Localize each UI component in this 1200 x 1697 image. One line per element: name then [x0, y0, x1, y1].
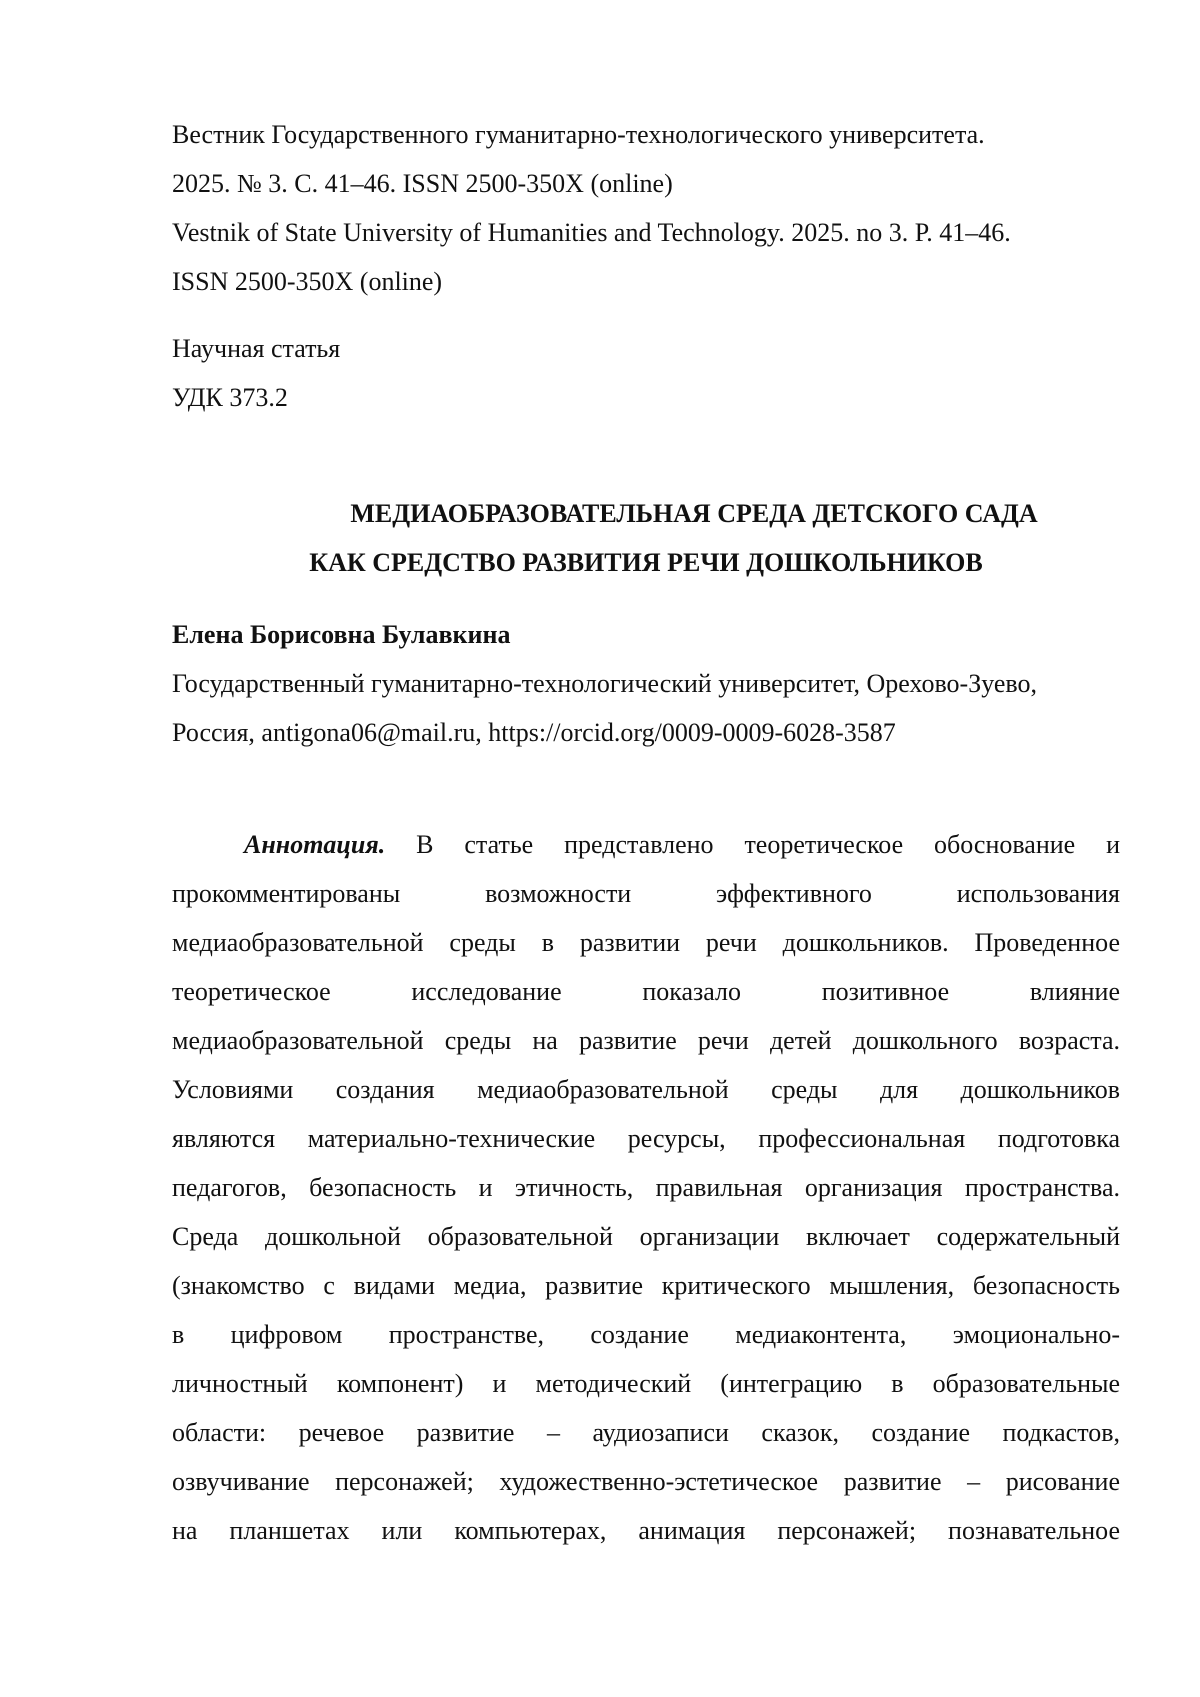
article-meta [172, 324, 1120, 422]
abstract-line: являются материально-технические ресурсы, профессиональная подготовка [172, 1114, 1120, 1163]
author-affiliation-line2: Россия, antigona06@mail.ru, https://orcid.org/0009-0009-6028-3587 [172, 708, 1120, 757]
journal-header-line: 2025. № 3. С. 41–46. ISSN 2500-350X (online) [172, 159, 1120, 208]
author-block [172, 610, 1120, 757]
journal-header-line: Vestnik of State University of Humanities and Technology. 2025. no 3. P. 41–46. [172, 208, 1120, 257]
abstract-line [172, 820, 1120, 869]
abstract-line: озвучивание персонажей; художественно-эстетическое развитие – рисование [172, 1457, 1120, 1506]
abstract-line: Условиями создания медиаобразовательной среды для дошкольников [172, 1065, 1120, 1114]
abstract-line: теоретическое исследование показало позитивное влияние [172, 967, 1120, 1016]
abstract-line: области: речевое развитие – аудиозаписи сказок, создание подкастов, [172, 1408, 1120, 1457]
page [0, 0, 1200, 1697]
journal-header-line: ISSN 2500-350X (online) [172, 257, 1120, 306]
article-title-line2: КАК СРЕДСТВО РАЗВИТИЯ РЕЧИ ДОШКОЛЬНИКОВ [172, 538, 1120, 587]
abstract-line: в цифровом пространстве, создание медиаконтента, эмоционально- [172, 1310, 1120, 1359]
abstract-text: В статье представлено теоретическое обоснование и [416, 830, 1120, 859]
abstract-label: Аннотация. [244, 830, 385, 859]
abstract-line: (знакомство с видами медиа, развитие критического мышления, безопасность [172, 1261, 1120, 1310]
abstract-line: Среда дошкольной образовательной организации включает содержательный [172, 1212, 1120, 1261]
abstract-line: на планшетах или компьютерах, анимация персонажей; познавательное [172, 1506, 1120, 1555]
abstract-line: медиаобразовательной среды на развитие речи детей дошкольного возраста. [172, 1016, 1120, 1065]
journal-header-line: Вестник Государственного гуманитарно-технологического университета. [172, 110, 1120, 159]
abstract-line: прокомментированы возможности эффективного использования [172, 869, 1120, 918]
author-name: Елена Борисовна Булавкина [172, 610, 1120, 659]
udc-code: УДК 373.2 [172, 373, 1120, 422]
abstract-line: медиаобразовательной среды в развитии речи дошкольников. Проведенное [172, 918, 1120, 967]
abstract-line: педагогов, безопасность и этичность, правильная организация пространства. [172, 1163, 1120, 1212]
abstract-line: личностный компонент) и методический (интеграцию в образовательные [172, 1359, 1120, 1408]
abstract [172, 820, 1120, 1555]
article-title [172, 489, 1120, 587]
article-title-line1: МЕДИАОБРАЗОВАТЕЛЬНАЯ СРЕДА ДЕТСКОГО САДА [172, 489, 1120, 538]
article-type: Научная статья [172, 324, 1120, 373]
author-affiliation-line1: Государственный гуманитарно-технологический университет, Орехово-Зуево, [172, 659, 1120, 708]
journal-header [172, 110, 1120, 306]
